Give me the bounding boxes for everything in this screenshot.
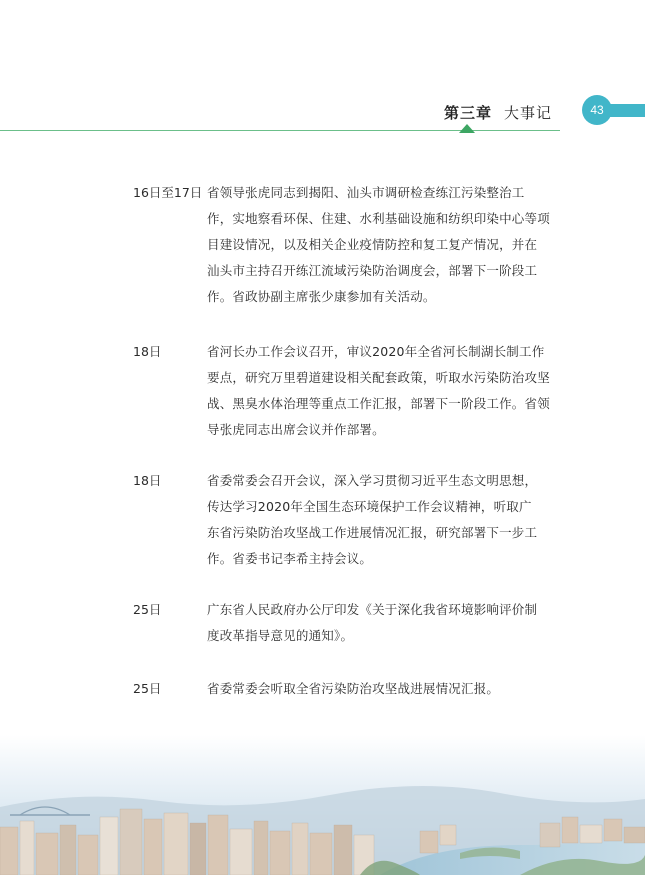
- entry-line: 省委常委会召开会议，深入学习贯彻习近平生态文明思想，: [207, 473, 538, 488]
- header-rule: [0, 130, 560, 131]
- entry-line: 度改革指导意见的通知》。: [207, 628, 354, 643]
- chapter-marker-icon: [459, 124, 475, 133]
- entry-line: 作。省委书记李希主持会议。: [207, 551, 373, 566]
- entry-date: 18日: [133, 473, 162, 488]
- entry-line: 省委常委会听取全省污染防治攻坚战进展情况汇报。: [207, 681, 500, 696]
- entry-line: 导张虎同志出席会议并作部署。: [207, 422, 385, 437]
- entry-text: [207, 468, 547, 572]
- entry-text: [207, 597, 547, 649]
- entry-text: [207, 180, 550, 310]
- entry-line: 省河长办工作会议召开，审议2020年全省河长制湖长制工作: [207, 344, 545, 359]
- entry-line: 东省污染防治攻坚战工作进展情况汇报，研究部署下一步工: [207, 525, 538, 540]
- chapter-name: 大事记: [504, 104, 553, 122]
- entry-text: [207, 676, 547, 702]
- entry-line: 战、黑臭水体治理等重点工作汇报，部署下一阶段工作。省领: [207, 396, 550, 411]
- chapter-title: 第三章: [444, 104, 493, 122]
- entry-line: 作，实地察看环保、住建、水利基础设施和纺织印染中心等项: [207, 211, 550, 226]
- entry-date: 25日: [133, 681, 162, 696]
- entry-line: 传达学习2020年全国生态环境保护工作会议精神，听取广: [207, 499, 532, 514]
- page-number: 43: [582, 95, 612, 125]
- entry-date: 25日: [133, 602, 162, 617]
- entry-text: [207, 339, 550, 443]
- entry-line: 目建设情况，以及相关企业疫情防控和复工复产情况，并在: [207, 237, 538, 252]
- entry-line: 广东省人民政府办公厅印发《关于深化我省环境影响评价制: [207, 602, 538, 617]
- entry-date: 18日: [133, 344, 162, 359]
- entry-line: 省领导张虎同志到揭阳、汕头市调研检查练江污染整治工: [207, 185, 525, 200]
- entry-date: 16日至17日: [133, 185, 203, 200]
- cityscape-image: [0, 735, 645, 875]
- entry-line: 汕头市主持召开练江流域污染防治调度会，部署下一阶段工: [207, 263, 538, 278]
- entry-line: 作。省政协副主席张少康参加有关活动。: [207, 289, 436, 304]
- entry-line: 要点，研究万里碧道建设相关配套政策，听取水污染防治攻坚: [207, 370, 550, 385]
